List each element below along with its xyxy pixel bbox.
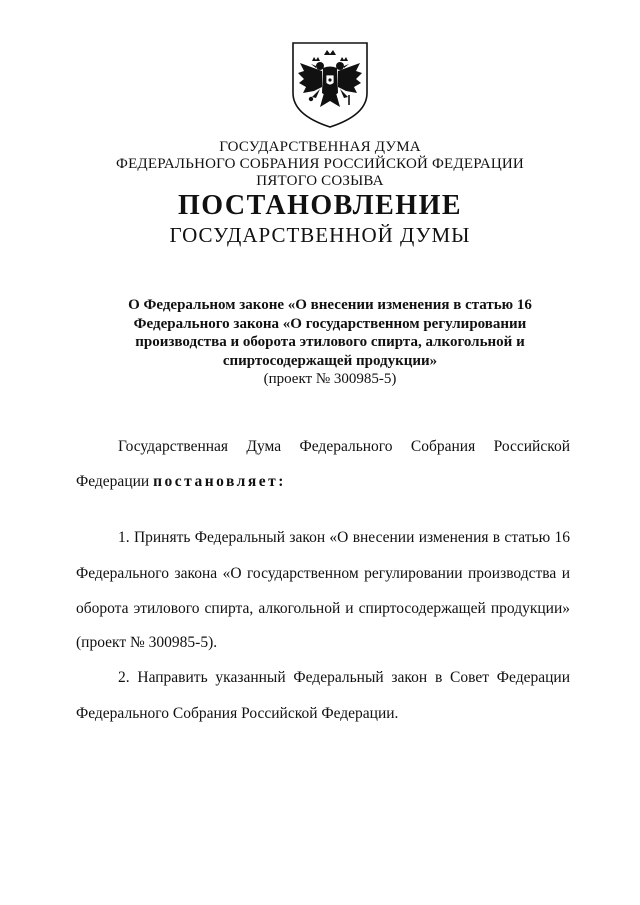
preamble-start: Федерации [76, 473, 154, 490]
coat-of-arms-icon [290, 41, 370, 129]
document-subtitle: ГОСУДАРСТВЕННОЙ ДУМЫ [169, 223, 471, 247]
document-subject [100, 296, 560, 389]
header-line-3: ПЯТОГО СОЗЫВА [256, 173, 384, 189]
subject-line-2: Федерального закона «О государственном регулировании [133, 315, 527, 332]
header-line-1: ГОСУДАРСТВЕННАЯ ДУМА [219, 139, 421, 155]
item-1-line-4: (проект № 300985-5). [76, 634, 218, 651]
subject-line-3: производства и оборота этилового спирта, алкогольной и [135, 334, 525, 350]
preamble-line-1: Государственная Дума Федерального Собрания Российской [118, 438, 570, 455]
project-number: (проект № 300985-5) [263, 371, 397, 387]
document-title: ПОСТАНОВЛЕНИЕ [177, 190, 463, 221]
resolution-verb: постановляет: [153, 473, 286, 490]
preamble-line-2 [76, 473, 570, 491]
header-line-2: ФЕДЕРАЛЬНОГО СОБРАНИЯ РОССИЙСКОЙ ФЕДЕРАЦИИ [116, 156, 524, 172]
item-1-line-1: 1. Принять Федеральный закон «О внесении изменения в статью 16 [118, 529, 570, 546]
item-2-line-1: 2. Направить указанный Федеральный закон в Совет Федерации [118, 669, 570, 686]
item-1-line-3: оборота этилового спирта, алкогольной и спиртосодержащей продукции» [76, 600, 570, 617]
subject-line-1: О Федеральном законе «О внесении изменения в статью 16 [128, 297, 532, 313]
item-1-line-2: Федерального закона «О государственном регулировании производства и [76, 565, 570, 582]
issuer-header [0, 139, 640, 190]
item-2-line-2: Федерального Собрания Российской Федерации. [76, 705, 399, 722]
subject-line-4: спиртосодержащей продукции» [222, 352, 438, 369]
